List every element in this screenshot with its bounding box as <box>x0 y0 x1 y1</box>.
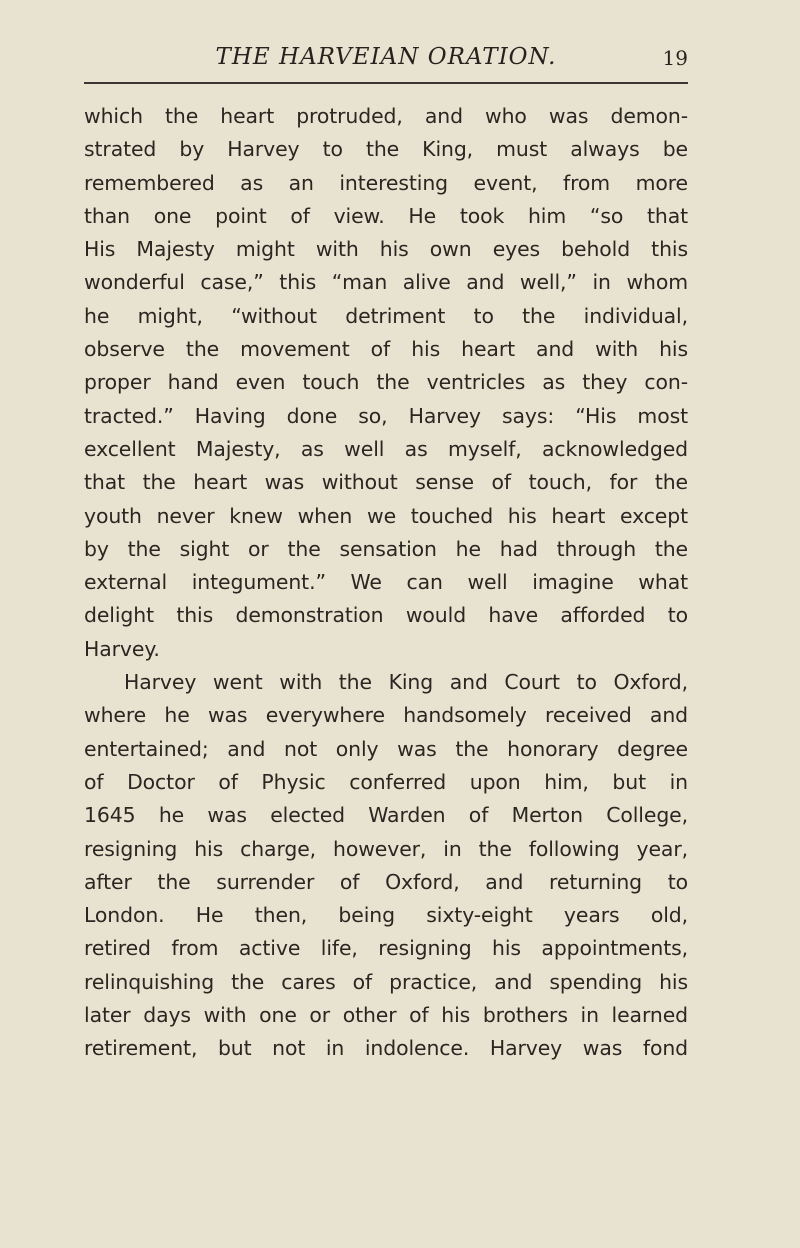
text-line: of Doctor of Physic conferred upon him, but in <box>84 769 688 794</box>
text-line: by the sight or the sensation he had through the <box>84 536 688 561</box>
text-line: after the surrender of Oxford, and returning to <box>84 869 688 894</box>
text-line: where he was everywhere handsomely received and <box>84 703 688 728</box>
text-line: that the heart was without sense of touch, for the <box>84 470 688 495</box>
text-line: observe the movement of his heart and with his <box>84 337 688 362</box>
text-line: entertained; and not only was the honorary degree <box>84 736 688 761</box>
running-title: THE HARVEIAN ORATION. <box>215 44 557 70</box>
text-line: wonderful case,” this “man alive and well,” in whom <box>84 270 688 295</box>
text-line: tracted.” Having done so, Harvey says: “His most <box>84 403 688 428</box>
text-line: Harvey. <box>84 636 160 661</box>
header-rule <box>84 82 688 84</box>
text-line: strated by Harvey to the King, must always be <box>84 137 688 162</box>
text-line: he might, “without detriment to the individual, <box>84 303 688 328</box>
text-line: external integument.” We can well imagine what <box>84 570 688 595</box>
text-line: London. He then, being sixty-eight years old, <box>84 903 688 928</box>
text-line: relinquishing the cares of practice, and spending his <box>84 969 688 994</box>
text-line: remembered as an interesting event, from more <box>84 170 688 195</box>
running-head <box>84 40 688 80</box>
text-line: retired from active life, resigning his appointments, <box>84 936 688 961</box>
text-line: than one point of view. He took him “so that <box>84 203 688 228</box>
text-line: later days with one or other of his brothers in learned <box>84 1003 688 1028</box>
text-line: which the heart protruded, and who was demon- <box>84 104 688 128</box>
body-text <box>84 100 688 1066</box>
text-line: excellent Majesty, as well as myself, acknowledged <box>84 436 688 461</box>
text-line: His Majesty might with his own eyes behold this <box>84 237 688 262</box>
text-line: resigning his charge, however, in the following year, <box>84 836 688 861</box>
text-line: proper hand even touch the ventricles as they con- <box>84 370 688 395</box>
text-line: 1645 he was elected Warden of Merton College, <box>84 803 688 828</box>
text-line: Harvey went with the King and Court to Oxford, <box>124 670 688 695</box>
text-line: delight this demonstration would have afforded to <box>84 603 688 628</box>
page-number: 19 <box>662 46 688 70</box>
text-line: retirement, but not in indolence. Harvey was fond <box>84 1036 688 1061</box>
text-line: youth never knew when we touched his heart except <box>84 503 688 528</box>
